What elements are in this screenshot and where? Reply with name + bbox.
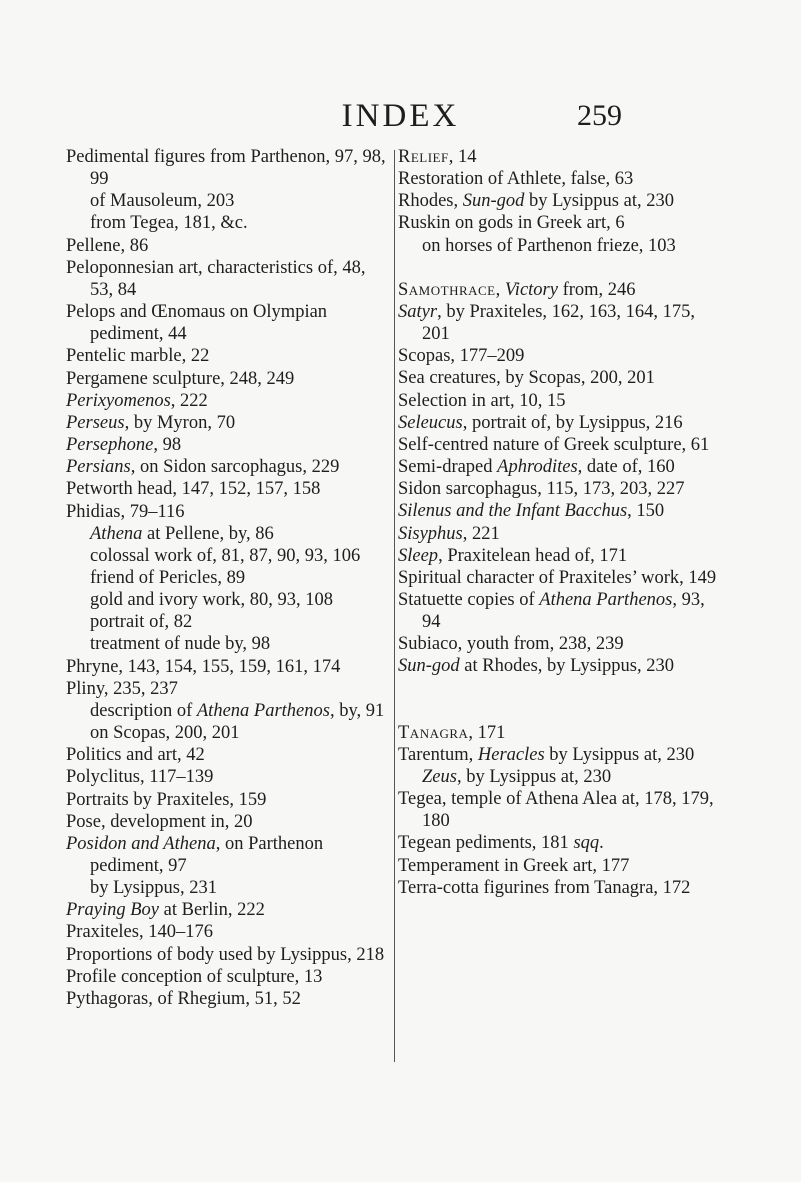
entry-text: description of <box>90 700 197 721</box>
entry-text: gold and ivory work, 80, 93, 108 <box>90 590 334 611</box>
index-entry <box>66 789 388 811</box>
index-entry <box>66 656 388 678</box>
entry-italic: Sisyphus <box>398 523 463 544</box>
index-entry <box>398 832 723 854</box>
index-entry <box>398 545 723 567</box>
entry-italic: Sun-god <box>462 191 525 212</box>
entry-text: Rhodes, <box>398 191 463 212</box>
entry-text: at Berlin, 222 <box>159 900 265 921</box>
entry-italic: sqq <box>573 833 600 854</box>
entry-italic: Athena Parthenos <box>539 589 673 610</box>
entry-italic: Praying Boy <box>66 900 159 921</box>
index-entry <box>398 855 723 877</box>
index-entry <box>398 589 723 633</box>
entry-text: Phidias, 79–116 <box>66 501 185 522</box>
entry-gap <box>398 678 723 700</box>
entry-italic: Persians <box>66 457 131 478</box>
entry-text: , 150 <box>627 501 665 522</box>
entry-text: Portraits by Praxiteles, 159 <box>66 789 267 810</box>
entry-text: Petworth head, 147, 152, 157, 158 <box>66 479 321 500</box>
entry-text: by Lysippus at, 230 <box>544 744 695 765</box>
entry-text: , <box>495 279 505 300</box>
page-number: 259 <box>577 99 622 132</box>
index-entry <box>66 944 388 966</box>
index-subentry <box>66 722 388 744</box>
entry-text: Ruskin on gods in Greek art, 6 <box>398 213 625 234</box>
index-subentry <box>66 212 388 234</box>
entry-italic: Satyr <box>398 301 438 322</box>
index-entry <box>66 966 388 988</box>
page-title: INDEX <box>341 98 460 134</box>
entry-italic: Posidon and Athena <box>66 833 216 854</box>
entry-italic: Persephone <box>66 435 154 456</box>
entry-text: Praxiteles, 140–176 <box>66 922 213 943</box>
entry-heading-smallcaps: Relief <box>398 147 449 167</box>
index-subentry <box>66 700 388 722</box>
index-entry <box>398 345 723 367</box>
index-entry <box>398 456 723 478</box>
entry-text: , by Praxiteles, 162, 163, 164, 175, 201 <box>422 301 696 345</box>
entry-text: , by Myron, 70 <box>124 412 236 433</box>
index-entry <box>66 899 388 921</box>
entry-text: Pose, development in, 20 <box>66 811 253 832</box>
entry-text: Politics and art, 42 <box>66 745 205 766</box>
entry-heading-smallcaps: Tanagra <box>398 722 469 743</box>
entry-text: colossal work of, 81, 87, 90, 93, 106 <box>90 545 361 566</box>
index-entry <box>398 434 723 456</box>
index-entry <box>398 788 723 832</box>
entry-text: Profile conception of sculpture, 13 <box>66 966 323 987</box>
entry-text: on horses of Parthenon frieze, 103 <box>422 235 676 256</box>
entry-text: at Rhodes, by Lysippus, 230 <box>459 656 674 677</box>
entry-text: of Mausoleum, 203 <box>90 191 235 212</box>
entry-text: Peloponnesian art, characteristics of, 48, 53, 84 <box>66 257 366 300</box>
entry-text: , 98 <box>153 435 182 456</box>
entry-italic: Heracles <box>477 744 545 765</box>
index-subentry <box>66 190 388 212</box>
entry-gap <box>398 257 723 279</box>
entry-text: Selection in art, 10, 15 <box>398 390 566 411</box>
index-subentry <box>398 766 723 788</box>
entry-text: by Lysippus, 231 <box>90 878 217 899</box>
entry-italic: Athena Parthenos <box>196 700 330 721</box>
entry-text: , 171 <box>468 722 506 743</box>
entry-text: , 222 <box>170 390 208 411</box>
index-subentry <box>66 633 388 655</box>
index-entry <box>398 478 723 500</box>
entry-text: Pergamene sculpture, 248, 249 <box>66 368 295 389</box>
index-entry <box>398 146 723 168</box>
index-entry <box>66 988 388 1010</box>
index-entry <box>66 833 388 877</box>
entry-text: Subiaco, youth from, 238, 239 <box>398 634 624 655</box>
entry-italic: Perseus <box>66 412 125 433</box>
entry-text: portrait of, 82 <box>90 612 193 633</box>
entry-text: Self-centred nature of Greek sculpture, 61 <box>398 434 710 455</box>
entry-text: Sidon sarcophagus, 115, 173, 203, 227 <box>398 479 685 500</box>
entry-text: Terra-cotta figurines from Tanagra, 172 <box>398 877 691 898</box>
entry-text: , Praxitelean head of, 171 <box>438 545 628 566</box>
index-entry <box>66 678 388 700</box>
index-entry <box>398 190 723 212</box>
index-column-left <box>66 146 388 1010</box>
column-divider <box>394 150 395 1062</box>
index-entry <box>398 367 723 389</box>
entry-text: Pliny, 235, 237 <box>66 678 178 699</box>
index-entry <box>398 523 723 545</box>
index-entry <box>398 279 723 301</box>
entry-italic: Sun-god <box>398 656 460 677</box>
index-entry <box>398 168 723 190</box>
index-entry <box>66 257 388 301</box>
entry-text: Tegean pediments, 181 <box>398 833 574 854</box>
index-entry <box>66 434 388 456</box>
entry-text: Tarentum, <box>398 744 478 765</box>
index-entry <box>66 501 388 523</box>
entry-text: , date of, 160 <box>577 457 675 478</box>
entry-text: Phryne, 143, 154, 155, 159, 161, 174 <box>66 656 341 677</box>
index-entry <box>66 235 388 257</box>
entry-text: Scopas, 177–209 <box>398 346 525 367</box>
index-entry <box>66 811 388 833</box>
entry-gap <box>398 700 723 722</box>
index-entry <box>66 345 388 367</box>
index-entry <box>66 766 388 788</box>
index-subentry <box>66 589 388 611</box>
entry-text: Pedimental figures from Parthenon, 97, 98, 99 <box>66 147 386 190</box>
entry-text: Pelops and Œnomaus on Olympian pediment, 44 <box>66 302 328 345</box>
index-subentry <box>66 567 388 589</box>
index-subentry <box>398 235 723 257</box>
entry-text: Spiritual character of Praxiteles’ work, 149 <box>398 567 717 588</box>
page-header <box>0 96 801 136</box>
index-entry <box>66 921 388 943</box>
index-entry <box>66 301 388 345</box>
entry-text: friend of Pericles, 89 <box>90 567 246 588</box>
entry-text: , by, 91 <box>329 700 385 721</box>
index-column-right <box>398 146 723 899</box>
index-subentry <box>66 877 388 899</box>
entry-italic: Victory <box>504 279 558 300</box>
entry-text: , on Parthenon pediment, 97 <box>90 833 324 876</box>
index-entry <box>398 633 723 655</box>
entry-italic: Perixyomenos <box>66 390 171 411</box>
index-entry <box>398 390 723 412</box>
entry-italic: Sleep <box>398 545 439 566</box>
entry-text: Restoration of Athlete, false, 63 <box>398 169 634 190</box>
entry-text: , 221 <box>462 523 500 544</box>
entry-italic: Zeus <box>422 766 457 787</box>
entry-text: Temperament in Greek art, 177 <box>398 855 630 876</box>
index-entry <box>398 567 723 589</box>
index-entry <box>66 368 388 390</box>
entry-italic: Aphrodites <box>497 457 578 478</box>
index-entry <box>66 478 388 500</box>
index-entry <box>66 744 388 766</box>
entry-text: , 14 <box>448 147 477 167</box>
index-entry <box>66 390 388 412</box>
entry-italic: Athena <box>90 523 143 544</box>
index-subentry <box>66 611 388 633</box>
index-entry <box>398 722 723 744</box>
index-entry <box>398 412 723 434</box>
entry-text: Semi-draped <box>398 457 498 478</box>
index-subentry <box>66 545 388 567</box>
entry-text: at Pellene, by, 86 <box>142 523 274 544</box>
index-entry <box>398 877 723 899</box>
index-entry <box>398 301 723 345</box>
entry-text: from Tegea, 181, &c. <box>90 213 248 234</box>
entry-text: Statuette copies of <box>398 589 540 610</box>
index-entry <box>398 500 723 522</box>
entry-text: on Scopas, 200, 201 <box>90 723 240 744</box>
entry-text: Sea creatures, by Scopas, 200, 201 <box>398 368 655 389</box>
entry-text: Pentelic marble, 22 <box>66 346 210 367</box>
index-subentry <box>66 523 388 545</box>
index-entry <box>66 146 388 190</box>
index-entry <box>66 412 388 434</box>
entry-text: . <box>599 833 604 854</box>
index-entry <box>398 212 723 234</box>
index-entry <box>398 744 723 766</box>
entry-text: Pellene, 86 <box>66 235 149 256</box>
entry-text: , portrait of, by Lysippus, 216 <box>462 412 683 433</box>
entry-text: Pythagoras, of Rhegium, 51, 52 <box>66 988 301 1009</box>
entry-text: from, 246 <box>557 279 636 300</box>
entry-text: treatment of nude by, 98 <box>90 634 271 655</box>
entry-text: , on Sidon sarcophagus, 229 <box>130 457 340 478</box>
entry-text: , 93, 94 <box>422 589 705 633</box>
entry-text: by Lysippus at, 230 <box>524 191 674 212</box>
entry-text: Polyclitus, 117–139 <box>66 767 214 788</box>
entry-italic: Silenus and the Infant Bacchus <box>398 501 628 522</box>
index-entry <box>398 655 723 677</box>
entry-heading-smallcaps: Samothrace <box>398 279 496 300</box>
entry-text: Tegea, temple of Athena Alea at, 178, 179, 180 <box>398 789 714 832</box>
entry-italic: Seleucus <box>398 412 463 433</box>
entry-text: , by Lysippus at, 230 <box>456 766 612 787</box>
index-entry <box>66 456 388 478</box>
entry-text: Proportions of body used by Lysippus, 218 <box>66 944 385 965</box>
